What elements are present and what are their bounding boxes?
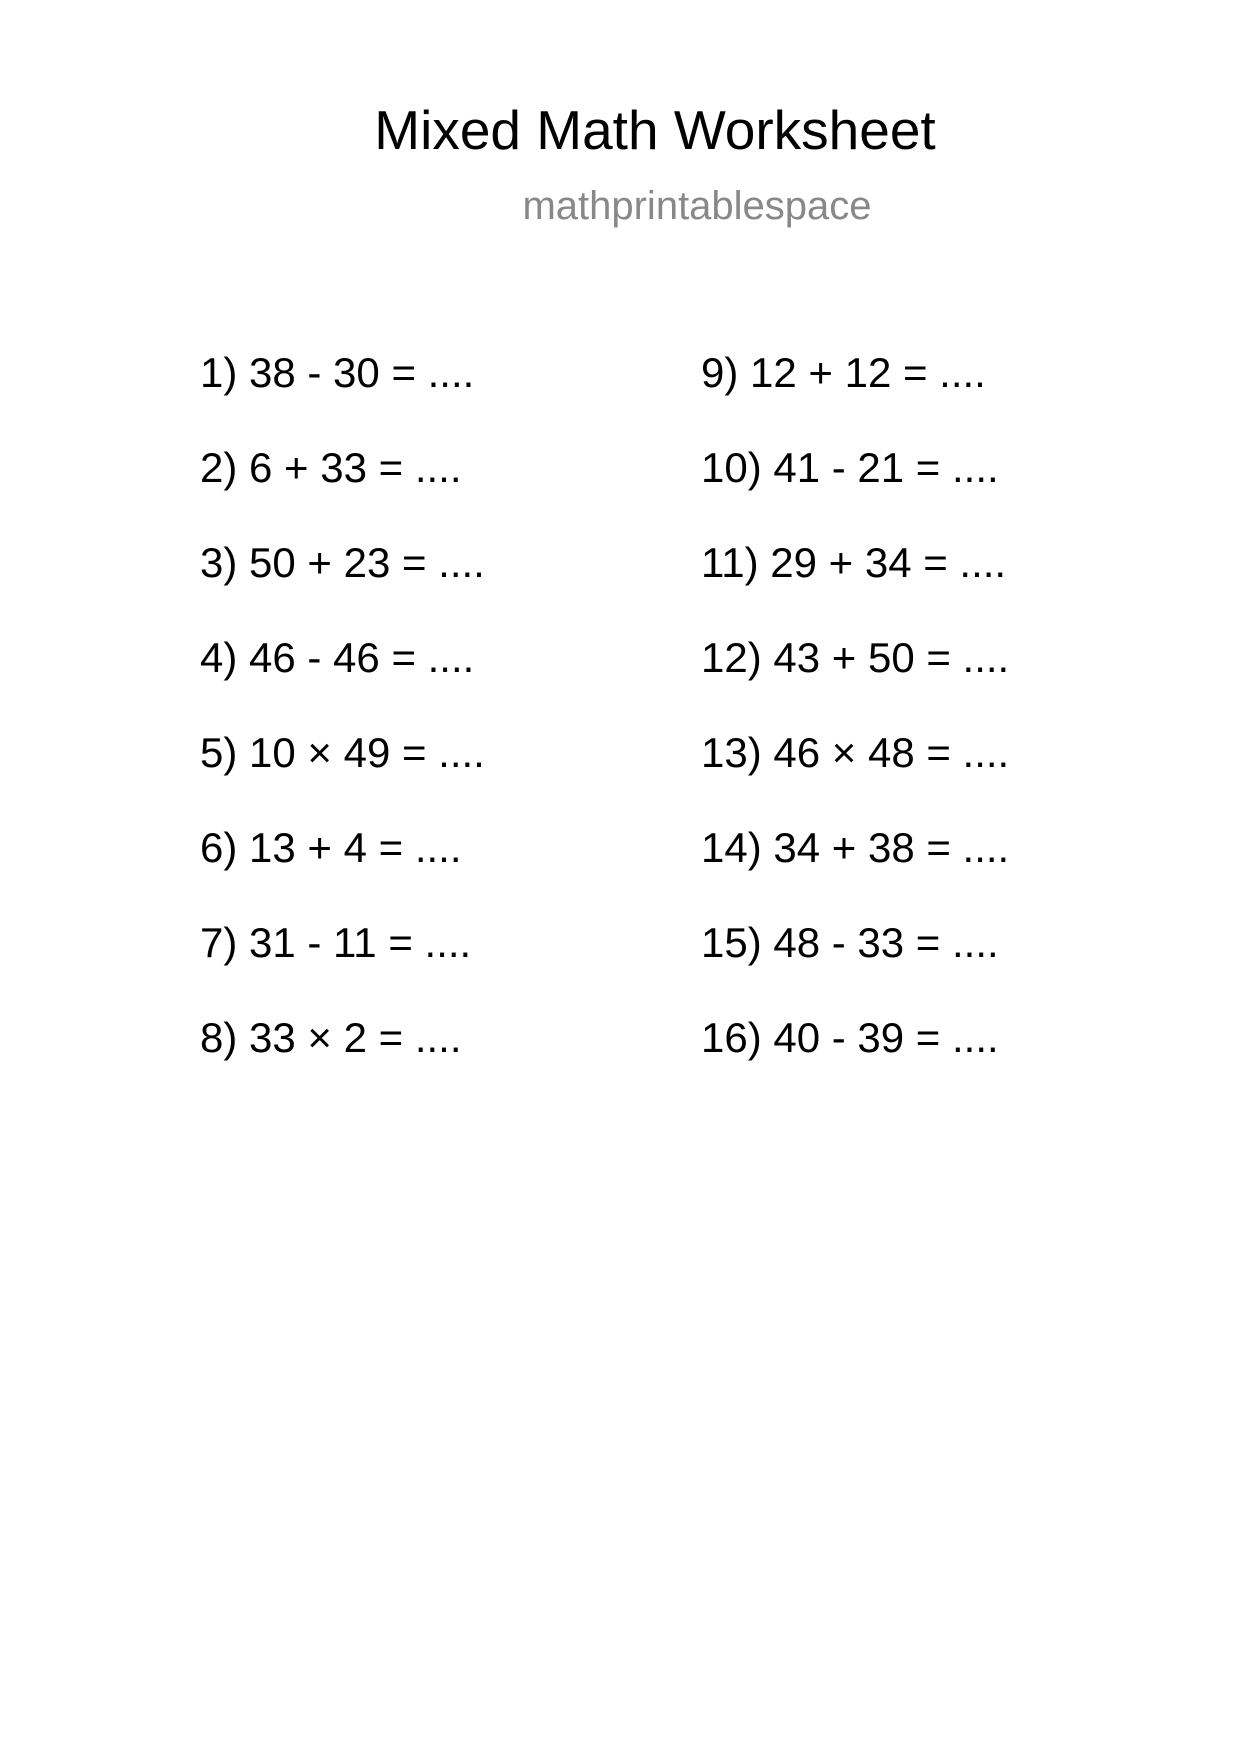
math-problem: 4) 46 - 46 = .... <box>200 634 475 681</box>
math-problem: 1) 38 - 30 = .... <box>200 349 475 396</box>
math-problem: 6) 13 + 4 = .... <box>200 824 462 871</box>
math-problem: 9) 12 + 12 = .... <box>701 349 986 396</box>
problem-column-right <box>701 348 1009 1108</box>
math-problem: 14) 34 + 38 = .... <box>701 824 1010 871</box>
math-problem: 7) 31 - 11 = .... <box>200 919 472 966</box>
math-problem: 16) 40 - 39 = .... <box>701 1014 999 1061</box>
math-problem: 10) 41 - 21 = .... <box>701 444 999 491</box>
math-problem: 13) 46 × 48 = .... <box>701 729 1010 776</box>
math-problem: 2) 6 + 33 = .... <box>200 444 462 491</box>
math-problem: 3) 50 + 23 = .... <box>200 539 485 586</box>
math-problem: 8) 33 × 2 = .... <box>200 1014 462 1061</box>
math-problem: 5) 10 × 49 = .... <box>200 729 485 776</box>
math-problem: 11) 29 + 34 = .... <box>701 539 1007 586</box>
math-problem: 15) 48 - 33 = .... <box>701 919 999 966</box>
page-subtitle: mathprintablespace <box>522 184 872 228</box>
math-problem: 12) 43 + 50 = .... <box>701 634 1010 681</box>
page-title: Mixed Math Worksheet <box>374 99 936 161</box>
problem-column-left <box>200 348 485 1108</box>
